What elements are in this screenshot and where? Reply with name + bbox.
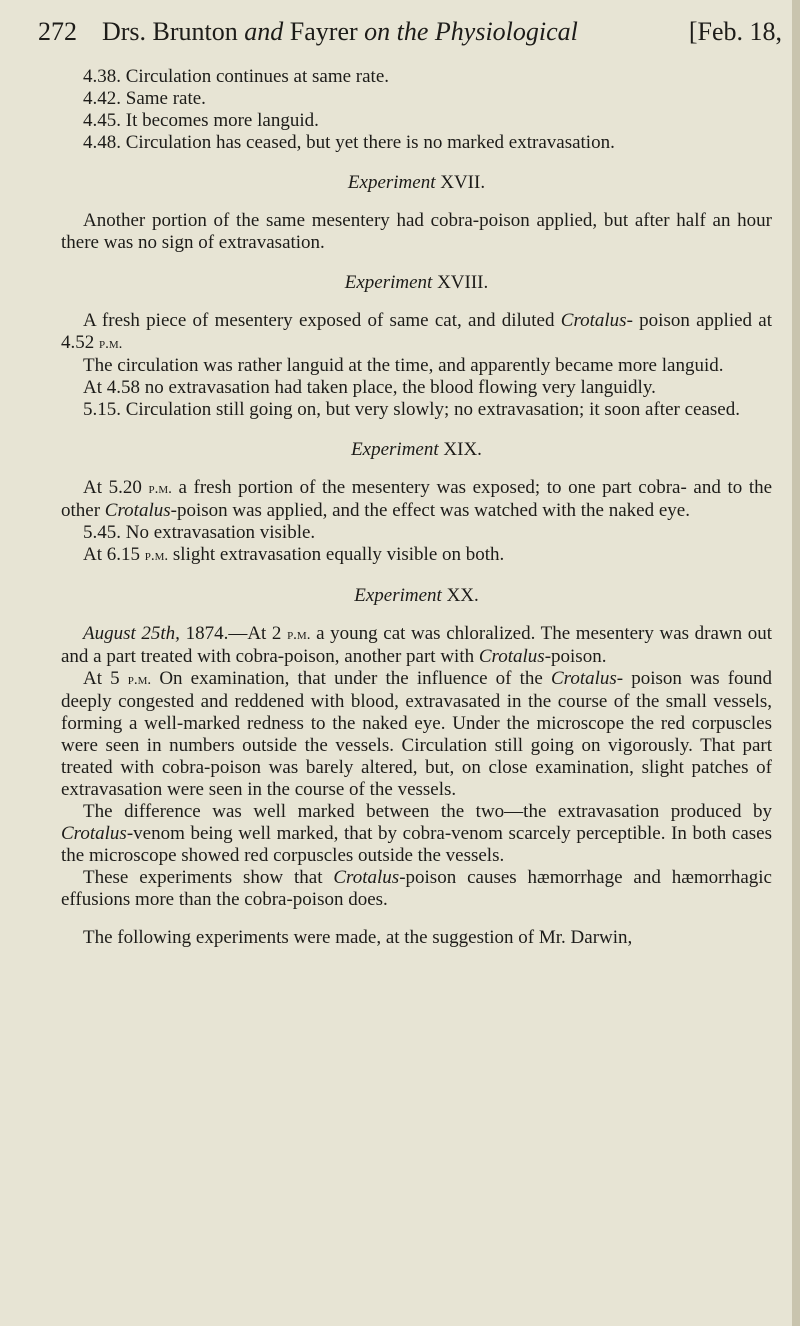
- paragraph: The circulation was rather languid at the time, and apparently became more languid.: [83, 355, 724, 376]
- header-date: [Feb. 18,: [688, 17, 782, 46]
- paragraph: These experiments show that Crotalus-poison causes hæmorrhage and hæmorrhagic effusions more than the cobra-poison does.: [61, 867, 772, 910]
- body-text: [61, 66, 772, 949]
- paragraph: Another portion of the same mesentery had cobra-poison applied, but after half an hour there was no sign of extravasation.: [61, 210, 772, 253]
- observation-line: 4.45. It becomes more languid.: [83, 110, 319, 131]
- experiment-heading: Experiment XVIII.: [344, 272, 489, 293]
- experiment-heading: Experiment XX.: [354, 585, 479, 606]
- paragraph: At 5 p.m. On examination, that under the influence of the Crotalus- poison was found deeply congested and reddened with blood, extravasated in the course of the small vessels, forming a well-marked redness to the naked eye. Under the microscope the red corpuscles were seen in numbers outside the vessels. Circulation still going on vigorously. That part treated with cobra-poison was barely altered, but, on close examination, slight patches of extravasation were seen in the course of the vessels.: [61, 668, 773, 800]
- running-title: Drs. Brunton and Fayrer on the Physiological: [102, 17, 578, 46]
- paragraph: The following experiments were made, at the suggestion of Mr. Darwin,: [83, 927, 633, 948]
- page-edge: [792, 0, 800, 1326]
- paragraph: 5.45. No extravasation visible.: [83, 522, 316, 543]
- paragraph: At 4.58 no extravasation had taken place, the blood flowing very languidly.: [83, 377, 656, 398]
- paragraph: At 6.15 p.m. slight extravasation equally visible on both.: [83, 544, 505, 565]
- running-header: [38, 14, 782, 50]
- paragraph: 5.15. Circulation still going on, but very slowly; no extravasation; it soon after ceased.: [83, 399, 740, 420]
- paragraph: August 25th, 1874.—At 2 p.m. a young cat was chloralized. The mesentery was drawn out and a part treated with cobra-poison, another part with Crotalus-poison.: [61, 623, 773, 667]
- observation-line: 4.38. Circulation continues at same rate.: [83, 66, 390, 87]
- paragraph: The difference was well marked between the two—the extravasation produced by Crotalus-venom being well marked, that by cobra-venom scarcely perceptible. In both cases the microscope showed red corpuscles outside the vessels.: [61, 801, 772, 866]
- paragraph: At 5.20 p.m. a fresh portion of the mesentery was exposed; to one part cobra- and to the other Crotalus-poison was applied, and the effect was watched with the naked eye.: [61, 477, 773, 521]
- observation-line: 4.42. Same rate.: [83, 88, 206, 109]
- observation-line: 4.48. Circulation has ceased, but yet there is no marked extravasation.: [83, 132, 615, 153]
- page-number: 272: [38, 17, 77, 46]
- experiment-heading: Experiment XIX.: [351, 439, 482, 460]
- paragraph: A fresh piece of mesentery exposed of same cat, and diluted Crotalus- poison applied at 4.52 p.m.: [61, 310, 773, 353]
- experiment-heading: Experiment XVII.: [347, 172, 486, 193]
